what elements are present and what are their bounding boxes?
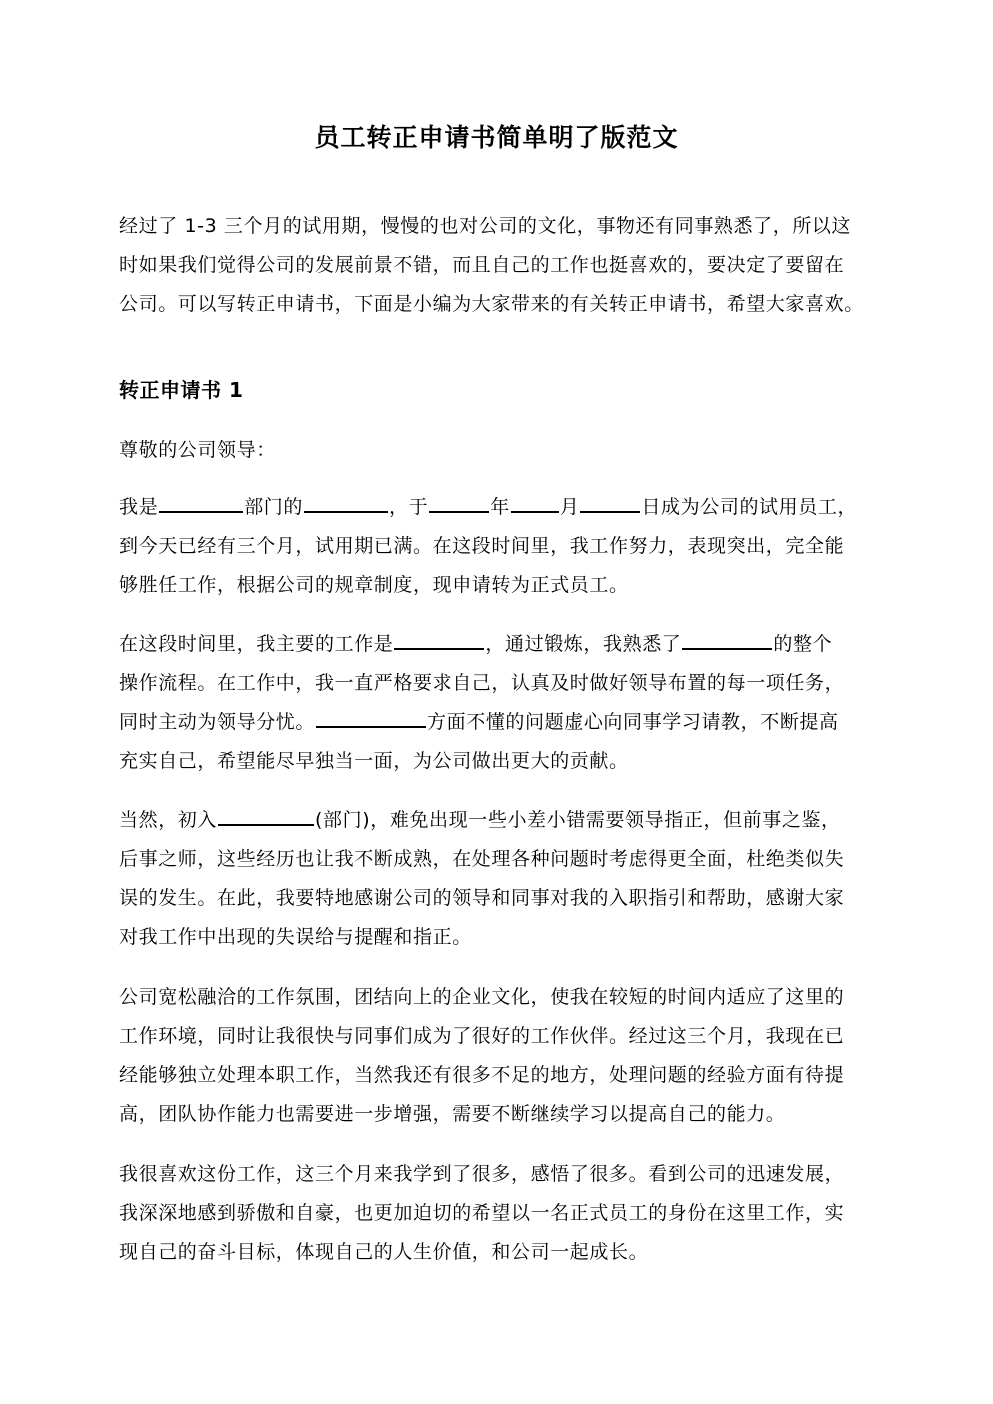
paragraph-line: 对我工作中出现的失误给与提醒和指正。 [119, 926, 472, 948]
text-segment: 方面不懂的问题虚心向同事学习请教，不断提高 [427, 711, 839, 733]
blank-department-field [159, 491, 243, 513]
paragraph-line: 到今天已经有三个月，试用期已满。在这段时间里，我工作努力，表现突出，完全能 [119, 535, 845, 557]
intro-paragraph [119, 207, 879, 324]
paragraph-2 [119, 625, 879, 781]
text-segment: 月 [559, 496, 580, 518]
text-segment: 在这段时间里，我主要的工作是 [119, 633, 394, 655]
blank-main-work-field [394, 628, 484, 650]
intro-line: 时如果我们觉得公司的发展前景不错，而且自己的工作也挺喜欢的，要决定了要留在 [119, 254, 845, 276]
salutation: 尊敬的公司领导： [119, 439, 276, 461]
paragraph-line: 经能够独立处理本职工作，当然我还有很多不足的地方，处理问题的经验方面有待提 [119, 1064, 845, 1086]
text-segment: 我是 [119, 496, 159, 518]
text-segment: ，通过锻炼，我熟悉了 [485, 633, 682, 655]
paragraph-line: 我深深地感到骄傲和自豪，也更加迫切的希望以一名正式员工的身份在这里工作，实 [119, 1202, 845, 1224]
text-segment: ，于 [389, 496, 429, 518]
paragraph-line: 充实自己，希望能尽早独当一面，为公司做出更大的贡献。 [119, 750, 629, 772]
text-segment: 部门的 [244, 496, 304, 518]
blank-day-field [580, 491, 640, 513]
text-segment: 的整个 [773, 633, 833, 655]
paragraph-line: 现自己的奋斗目标，体现自己的人生价值，和公司一起成长。 [119, 1241, 649, 1263]
paragraph-line: 工作环境，同时让我很快与同事们成为了很好的工作伙伴。经过这三个月，我现在已 [119, 1025, 845, 1047]
blank-area-field [316, 706, 426, 728]
text-segment: (部门)，难免出现一些小差小错需要领导指正，但前事之鉴， [315, 809, 841, 831]
intro-line: 经过了 1-3 三个月的试用期，慢慢的也对公司的文化，事物还有同事熟悉了，所以这 [119, 215, 852, 237]
blank-joined-department-field [218, 804, 314, 826]
paragraph-line [119, 625, 879, 664]
text-segment: 同时主动为领导分忧。 [119, 711, 316, 733]
document-title: 员工转正申请书简单明了版范文 [314, 123, 679, 152]
paragraph-line: 误的发生。在此，我要特地感谢公司的领导和同事对我的入职指引和帮助，感谢大家 [119, 887, 845, 909]
paragraph-line [119, 703, 879, 742]
section-heading: 转正申请书 1 [119, 378, 244, 402]
paragraph-line: 公司宽松融洽的工作氛围，团结向上的企业文化，使我在较短的时间内适应了这里的 [119, 986, 845, 1008]
paragraph-line: 操作流程。在工作中，我一直严格要求自己，认真及时做好领导布置的每一项任务， [119, 672, 845, 694]
blank-process-field [682, 628, 772, 650]
paragraph-line: 够胜任工作，根据公司的规章制度，现申请转为正式员工。 [119, 574, 629, 596]
blank-month-field [511, 491, 559, 513]
blank-position-field [304, 491, 388, 513]
intro-line: 公司。可以写转正申请书，下面是小编为大家带来的有关转正申请书，希望大家喜欢。 [119, 293, 864, 315]
text-segment: 年 [490, 496, 510, 518]
paragraph-3 [119, 801, 879, 957]
paragraph-1 [119, 488, 879, 605]
paragraph-line: 后事之师，这些经历也让我不断成熟，在处理各种问题时考虑得更全面，杜绝类似失 [119, 848, 845, 870]
paragraph-line [119, 801, 879, 840]
paragraph-4 [119, 978, 879, 1134]
text-segment: 日成为公司的试用员工， [641, 496, 858, 518]
blank-year-field [429, 491, 489, 513]
paragraph-line [119, 488, 879, 527]
paragraph-line: 我很喜欢这份工作，这三个月来我学到了很多，感悟了很多。看到公司的迅速发展， [119, 1163, 845, 1185]
paragraph-5 [119, 1155, 879, 1272]
text-segment: 当然，初入 [119, 809, 218, 831]
paragraph-line: 高，团队协作能力也需要进一步增强，需要不断继续学习以提高自己的能力。 [119, 1103, 786, 1125]
